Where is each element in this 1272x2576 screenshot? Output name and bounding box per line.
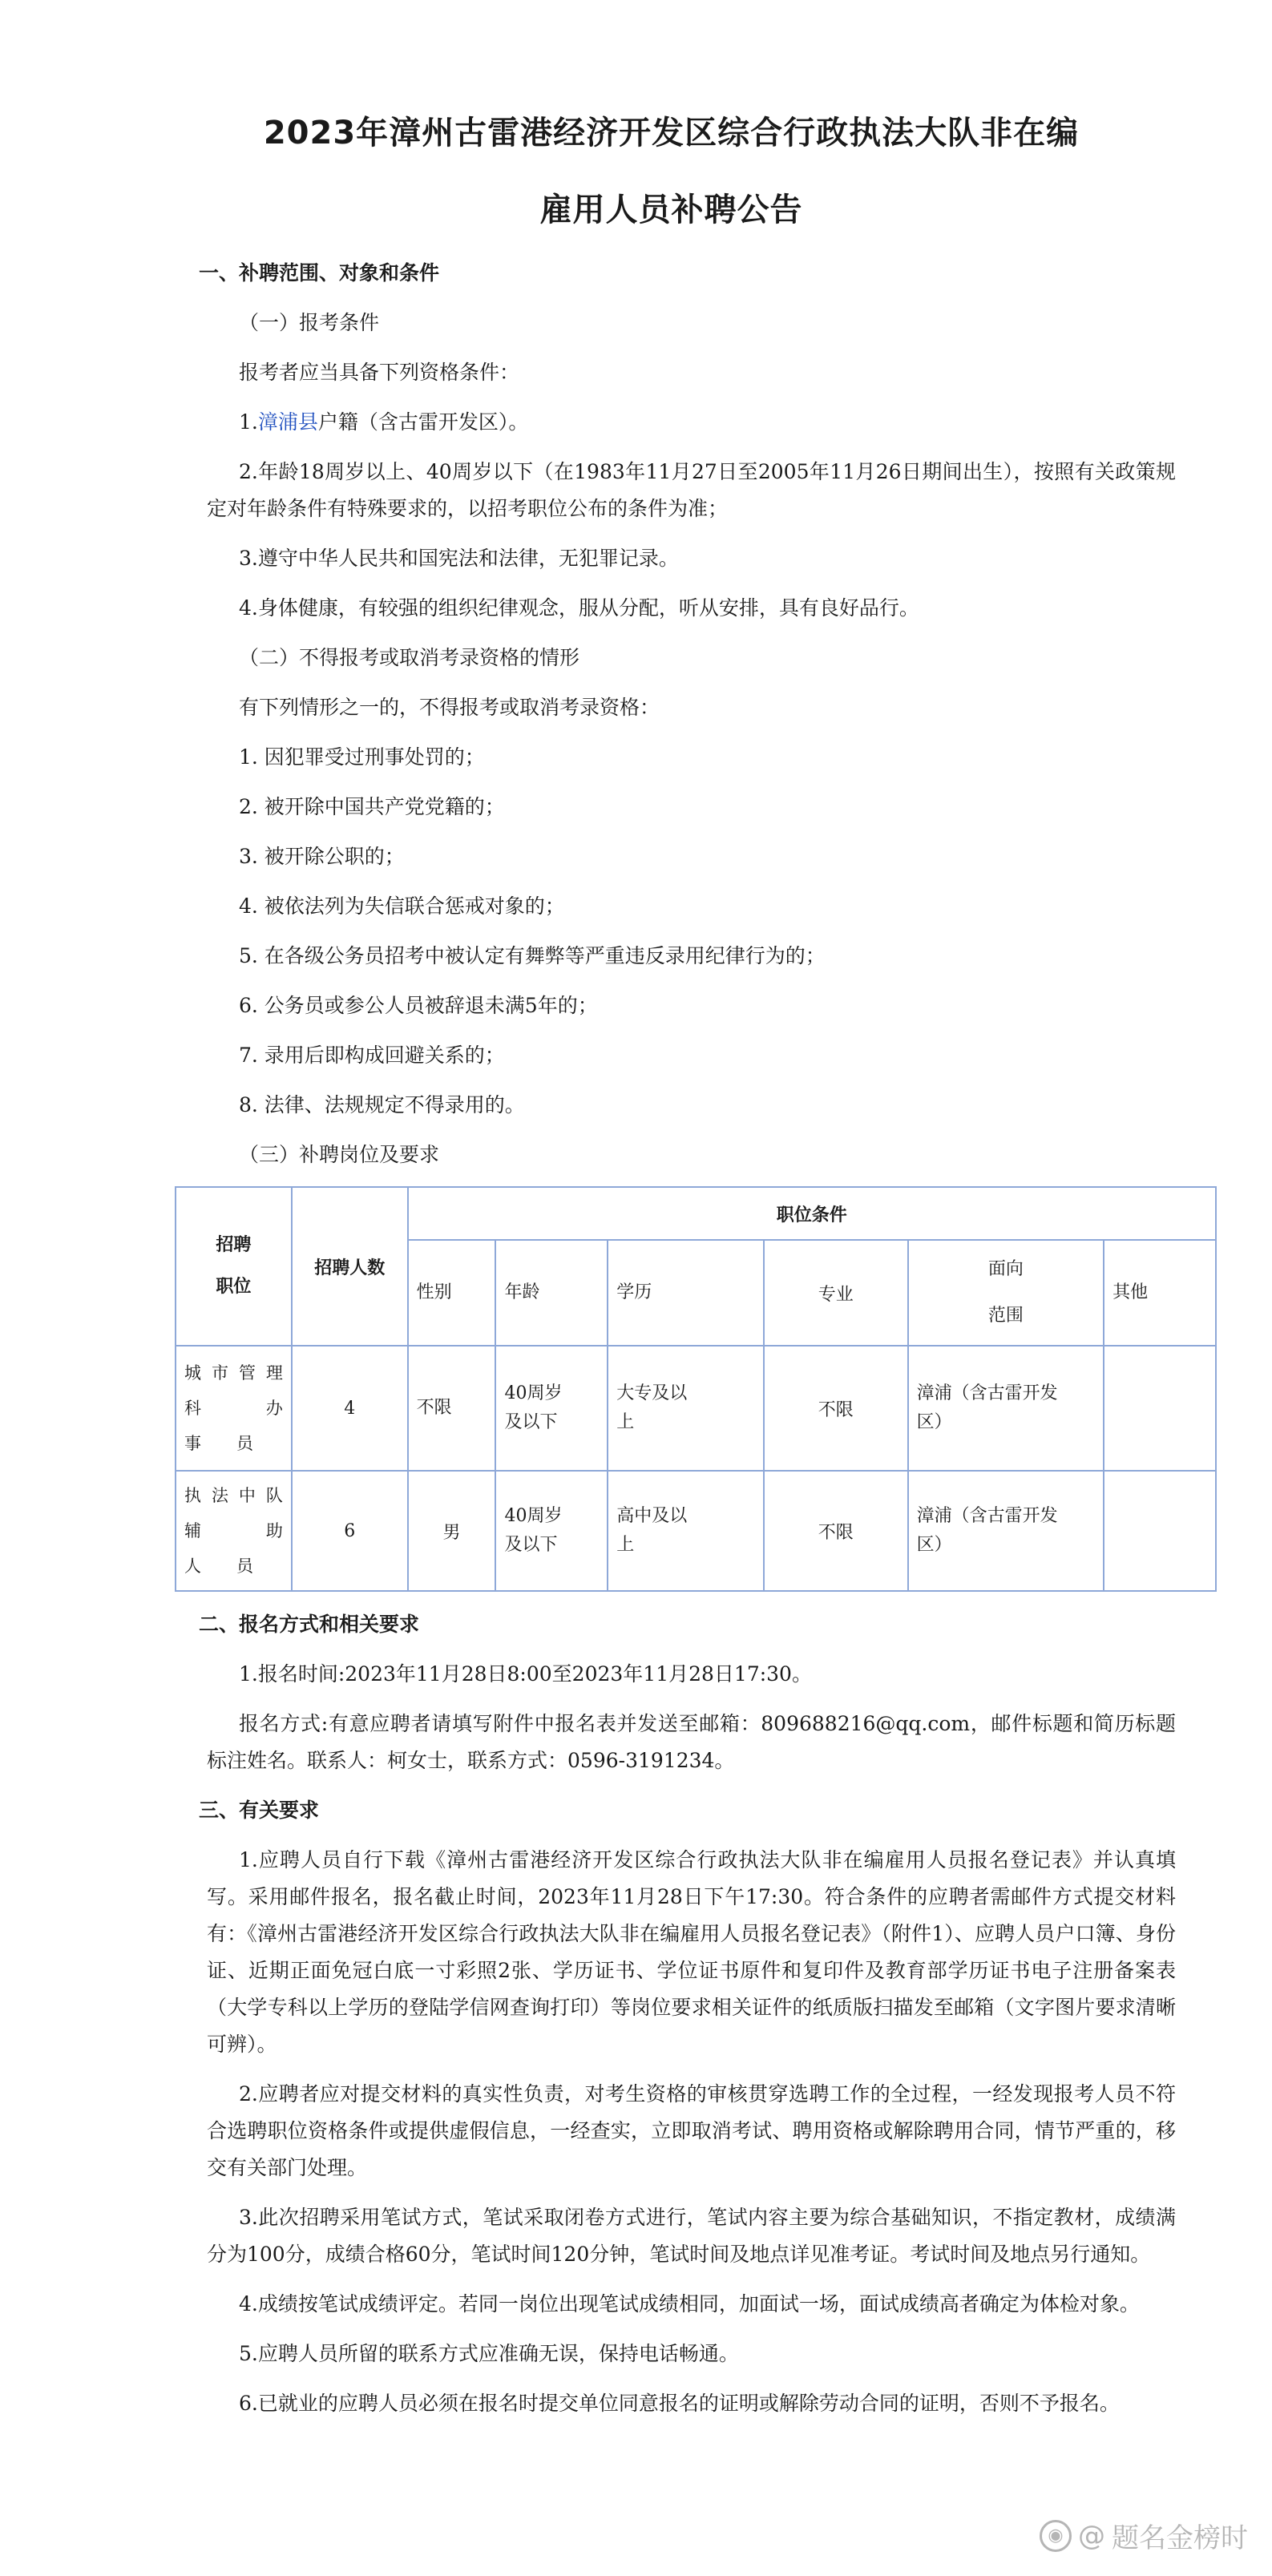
- header-count: 招聘人数: [292, 1187, 408, 1346]
- subsection-1-intro: 报考者应当具备下列资格条件：: [239, 361, 520, 384]
- exclusion-item: 5. 在各级公务员招考中被认定有舞弊等严重违反录用纪律行为的；: [239, 944, 826, 967]
- condition-item-1-rest: 户籍（含古雷开发区）。: [317, 410, 529, 434]
- table-row: [176, 1346, 1216, 1471]
- count-cell: 6: [292, 1471, 408, 1591]
- education-line-1: 大专及以: [616, 1383, 688, 1403]
- age-line-2: 及以下: [504, 1535, 558, 1555]
- exclusion-item: 1. 因犯罪受过刑事处罚的；: [239, 745, 485, 769]
- table-row: [176, 1471, 1216, 1591]
- exclusion-item: 6. 公务员或参公人员被辞退未满5年的；: [239, 994, 598, 1017]
- header-age: 年龄: [495, 1240, 608, 1346]
- requirement-item: 3.此次招聘采用笔试方式，笔试采取闭卷方式进行，笔试内容主要为综合基础知识，不指定教材，成绩满分为100分，成绩合格60分，笔试时间120分钟，笔试时间及地点详见准考证。考试时间及地点另行通知。: [207, 2206, 1176, 2266]
- section-3-heading: 三、有关要求: [199, 1799, 320, 1822]
- header-other: 其他: [1104, 1240, 1216, 1346]
- weibo-watermark: [1040, 2516, 1248, 2555]
- scope-cell: [908, 1346, 1104, 1471]
- header-major: 专业: [764, 1240, 908, 1346]
- header-post-line-1: 招聘: [216, 1235, 252, 1255]
- scope-line-2: 区）: [916, 1535, 952, 1555]
- header-education: 学历: [608, 1240, 764, 1346]
- post-line-1: 执法中队: [184, 1486, 283, 1505]
- header-scope: [908, 1240, 1104, 1346]
- requirement-item: 5.应聘人员所留的联系方式应准确无误，保持电话畅通。: [239, 2342, 739, 2365]
- scope-line-1: 漳浦（含古雷开发: [916, 1383, 1058, 1403]
- registration-time: 1.报名时间:2023年11月28日8:00至2023年11月28日17:30。: [239, 1662, 812, 1686]
- education-line-2: 上: [616, 1412, 635, 1432]
- count-cell: 4: [292, 1346, 408, 1471]
- header-scope-line-2: 范围: [987, 1306, 1024, 1326]
- subsection-2-heading: （二）不得报考或取消考录资格的情形: [239, 646, 580, 669]
- age-cell: [495, 1346, 608, 1471]
- post-line-3: 事 员: [184, 1434, 253, 1453]
- county-link[interactable]: 漳浦县: [257, 410, 318, 434]
- education-line-1: 高中及以: [616, 1506, 688, 1526]
- post-cell: [176, 1346, 292, 1471]
- watermark-prefix: @: [1078, 2519, 1105, 2552]
- header-gender: 性别: [408, 1240, 496, 1346]
- condition-item-1: [239, 398, 1176, 447]
- post-line-3: 人 员: [184, 1557, 253, 1576]
- requirement-item: 2.应聘者应对提交材料的真实性负责，对考生资格的审核贯穿选聘工作的全过程，一经发现报考人员不符合选聘职位资格条件或提供虚假信息，一经查实，立即取消考试、聘用资格或解除聘用合同，情节严重的，移交有关部门处理。: [207, 2082, 1176, 2179]
- education-cell: [608, 1471, 764, 1591]
- exclusion-item: 8. 法律、法规规定不得录用的。: [239, 1093, 525, 1116]
- subsection-1-heading: （一）报考条件: [239, 311, 380, 334]
- education-line-2: 上: [616, 1535, 635, 1555]
- condition-item-3: 3.遵守中华人民共和国宪法和法律，无犯罪记录。: [239, 547, 679, 570]
- exclusion-item: 7. 录用后即构成回避关系的；: [239, 1044, 505, 1067]
- age-line-1: 40周岁: [504, 1506, 563, 1526]
- scope-line-2: 区）: [916, 1412, 952, 1432]
- condition-item-4: 4.身体健康，有较强的组织纪律观念，服从分配，听从安排，具有良好品行。: [239, 596, 919, 620]
- watermark-name: 题名金榜时: [1112, 2522, 1248, 2554]
- post-line-2: 辅 助: [184, 1521, 283, 1540]
- condition-item-2: 2.年龄18周岁以上、40周岁以下（在1983年11月27日至2005年11月26日期间出生），按照有关政策规定对年龄条件有特殊要求的，以招考职位公布的条件为准；: [207, 460, 1176, 520]
- subsection-3-heading: （三）补聘岗位及要求: [239, 1143, 440, 1166]
- education-cell: [608, 1346, 764, 1471]
- requirement-item: 1.应聘人员自行下载《漳州古雷港经济开发区综合行政执法大队非在编雇用人员报名登记表》并认真填写。采用邮件报名，报名截止时间，2023年11月28日下午17:30。符合条件的应聘者需邮件方式提交材料有：《漳州古雷港经济开发区综合行政执法大队非在编雇用人员报名登记表》（附件1）、应聘人员户口簿、身份证、近期正面免冠白底一寸彩照2张、学历证书、学位证书原件和复印件及教育部学历证书电子注册备案表（大学专科以上学历的登陆学信网查询打印）等岗位要求相关证件的纸质版扫描发至邮箱（文字图片要求清晰可辨）。: [207, 1848, 1176, 2056]
- gender-cell: 不限: [408, 1346, 496, 1471]
- condition-item-1-prefix: 1.: [239, 410, 258, 434]
- exclusion-item: 4. 被依法列为失信联合惩戒对象的；: [239, 894, 565, 918]
- other-cell: [1104, 1346, 1216, 1471]
- requirement-item: 4.成绩按笔试成绩评定。若同一岗位出现笔试成绩相同，加面试一场，面试成绩高者确定为体检对象。: [239, 2292, 1140, 2316]
- weibo-logo-icon: ◉: [1040, 2520, 1072, 2552]
- age-line-2: 及以下: [504, 1412, 558, 1432]
- subsection-2-intro: 有下列情形之一的，不得报考或取消考录资格：: [239, 696, 660, 719]
- scope-cell: [908, 1471, 1104, 1591]
- header-post: [176, 1187, 292, 1346]
- positions-table: [175, 1186, 1217, 1592]
- age-line-1: 40周岁: [504, 1383, 563, 1403]
- exclusion-item: 2. 被开除中国共产党党籍的；: [239, 795, 505, 818]
- post-cell: [176, 1471, 292, 1591]
- requirement-item: 6.已就业的应聘人员必须在报名时提交单位同意报名的证明或解除劳动合同的证明，否则不予报名。: [239, 2392, 1120, 2415]
- header-conditions: 职位条件: [408, 1187, 1216, 1240]
- gender-cell: 男: [408, 1471, 496, 1591]
- section-2-heading: 二、报名方式和相关要求: [199, 1613, 420, 1636]
- major-cell: 不限: [764, 1346, 908, 1471]
- registration-method: 报名方式:有意应聘者请填写附件中报名表并发送至邮箱：809688216@qq.com，邮件标题和简历标题标注姓名。联系人：柯女士，联系方式：0596-3191234。: [207, 1712, 1176, 1772]
- post-line-1: 城市管理: [184, 1363, 283, 1383]
- header-scope-line-1: 面向: [987, 1259, 1024, 1279]
- section-1-heading: 一、补聘范围、对象和条件: [199, 261, 440, 285]
- title-line-2: 雇用人员补聘公告: [539, 192, 803, 228]
- other-cell: [1104, 1471, 1216, 1591]
- post-line-2: 科 办: [184, 1399, 283, 1418]
- document-title: [167, 95, 1176, 248]
- title-line-1: 2023年漳州古雷港经济开发区综合行政执法大队非在编: [263, 115, 1080, 151]
- exclusion-item: 3. 被开除公职的；: [239, 845, 405, 868]
- header-post-line-2: 职位: [216, 1277, 252, 1297]
- scope-line-1: 漳浦（含古雷开发: [916, 1506, 1058, 1526]
- major-cell: 不限: [764, 1471, 908, 1591]
- age-cell: [495, 1471, 608, 1591]
